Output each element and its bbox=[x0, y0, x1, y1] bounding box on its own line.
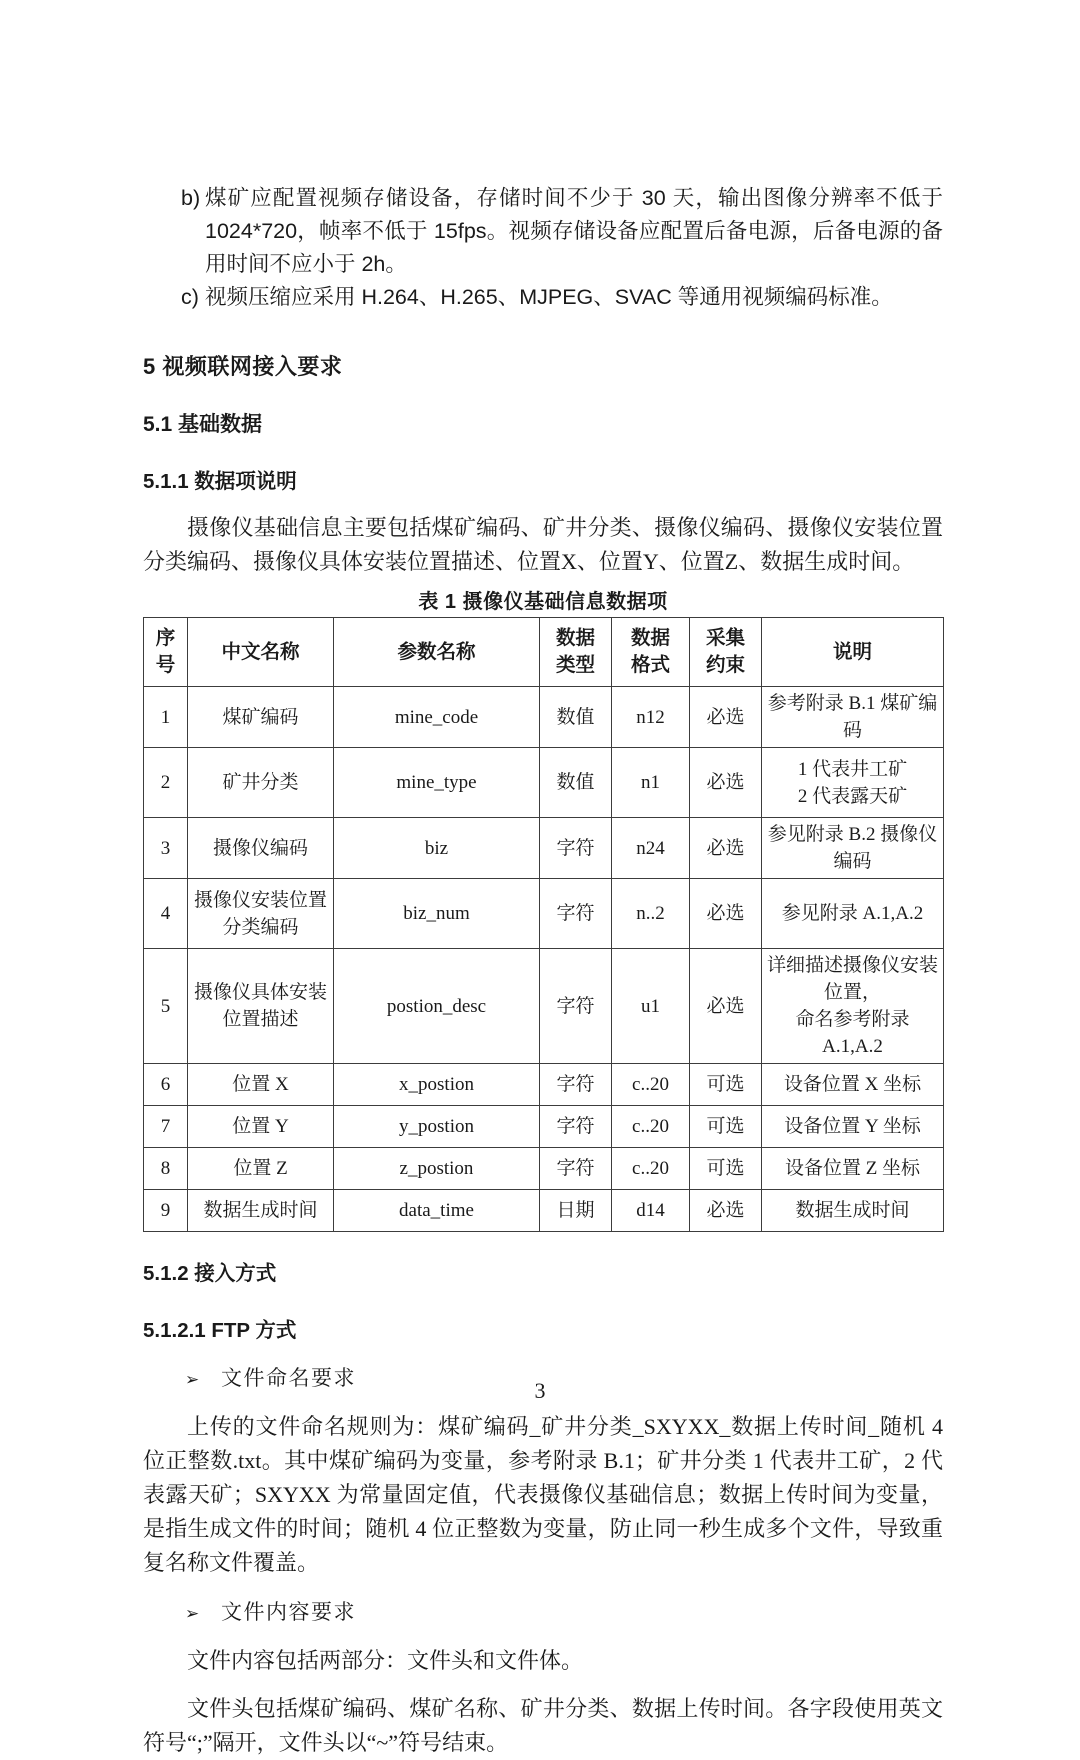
heading-section-5-1: 5.1 基础数据 bbox=[143, 413, 263, 436]
col-header-data-type bbox=[540, 618, 612, 687]
cell-description: 数据生成时间 bbox=[762, 1190, 944, 1232]
cell-data-type: 字符 bbox=[540, 1106, 612, 1148]
cell-param-name: y_postion bbox=[334, 1106, 540, 1148]
col-header-collect-line1: 采集 bbox=[705, 628, 745, 649]
cell-data-format: c..20 bbox=[612, 1148, 690, 1190]
cell-cn-name: 位置 X bbox=[188, 1064, 334, 1106]
table-header-row bbox=[144, 618, 944, 687]
cell-cn-name: 位置 Z bbox=[188, 1148, 334, 1190]
cell-no: 2 bbox=[144, 748, 188, 818]
table-row bbox=[144, 687, 944, 748]
heading-section-5-1-2-1: 5.1.2.1 FTP 方式 bbox=[143, 1319, 297, 1342]
list-text-c: 视频压缩应采用 H.264、H.265、MJPEG、SVAC 等通用视频编码标准。 bbox=[205, 285, 893, 309]
cell-description: 设备位置 X 坐标 bbox=[762, 1064, 944, 1106]
col-header-no-line1: 序 bbox=[155, 628, 176, 649]
page-content bbox=[143, 182, 943, 1760]
list-marker-c: c) bbox=[181, 285, 199, 309]
heading-section-5-1-1: 5.1.1 数据项说明 bbox=[143, 470, 297, 493]
cell-description-line2: 2 代表露天矿 bbox=[797, 785, 908, 807]
cell-cn-name: 摄像仪编码 bbox=[188, 818, 334, 879]
cell-data-type: 字符 bbox=[540, 949, 612, 1064]
cell-description: 设备位置 Z 坐标 bbox=[762, 1148, 944, 1190]
table-row bbox=[144, 1106, 944, 1148]
cell-cn-name-line1: 摄像仪具体安装 bbox=[193, 982, 327, 1003]
cell-description bbox=[762, 748, 944, 818]
cell-collect: 必选 bbox=[690, 818, 762, 879]
col-header-data-format bbox=[612, 618, 690, 687]
col-header-no bbox=[144, 618, 188, 687]
cell-data-format: c..20 bbox=[612, 1106, 690, 1148]
table-row bbox=[144, 1190, 944, 1232]
cell-no: 8 bbox=[144, 1148, 188, 1190]
list-item bbox=[143, 281, 943, 314]
cell-cn-name-line2: 分类编码 bbox=[222, 916, 299, 938]
paragraph-content-header: 文件头包括煤矿编码、煤矿名称、矿井分类、数据上传时间。各字段使用英文符号“;”隔开，文件头以“~”符号结束。 bbox=[143, 1696, 943, 1755]
col-header-data-type-line2: 类型 bbox=[555, 655, 595, 676]
cell-collect: 必选 bbox=[690, 879, 762, 949]
col-header-cn-name: 中文名称 bbox=[188, 618, 334, 687]
col-header-description: 说明 bbox=[762, 618, 944, 687]
cell-no: 4 bbox=[144, 879, 188, 949]
cell-data-format: c..20 bbox=[612, 1064, 690, 1106]
cell-no: 1 bbox=[144, 687, 188, 748]
table-row bbox=[144, 1064, 944, 1106]
cell-data-format: n12 bbox=[612, 687, 690, 748]
cell-collect: 必选 bbox=[690, 748, 762, 818]
cell-no: 6 bbox=[144, 1064, 188, 1106]
cell-data-format: u1 bbox=[612, 949, 690, 1064]
cell-cn-name: 煤矿编码 bbox=[188, 687, 334, 748]
cell-data-type: 字符 bbox=[540, 1064, 612, 1106]
heading-section-5-1-2: 5.1.2 接入方式 bbox=[143, 1262, 277, 1285]
table-caption: 表 1 摄像仪基础信息数据项 bbox=[418, 591, 668, 613]
cell-param-name: mine_code bbox=[334, 687, 540, 748]
cell-data-format: n..2 bbox=[612, 879, 690, 949]
cell-collect: 必选 bbox=[690, 949, 762, 1064]
page-number: 3 bbox=[534, 1378, 546, 1403]
cell-cn-name-line2: 位置描述 bbox=[222, 1009, 299, 1030]
cell-data-type: 字符 bbox=[540, 879, 612, 949]
cell-no: 5 bbox=[144, 949, 188, 1064]
col-header-data-format-line1: 数据 bbox=[630, 628, 670, 649]
cell-description: 参见附录 B.2 摄像仪编码 bbox=[762, 818, 944, 879]
cell-collect: 可选 bbox=[690, 1148, 762, 1190]
col-header-data-format-line2: 格式 bbox=[630, 655, 670, 676]
cell-description: 参考附录 B.1 煤矿编码 bbox=[762, 687, 944, 748]
arrow-bullet-icon: ➢ bbox=[185, 1604, 200, 1624]
col-header-collect-line2: 约束 bbox=[705, 655, 745, 676]
camera-basic-info-table bbox=[143, 617, 944, 1232]
table-row bbox=[144, 818, 944, 879]
col-header-data-type-line1: 数据 bbox=[555, 628, 595, 649]
paragraph-content-two-parts: 文件内容包括两部分：文件头和文件体。 bbox=[187, 1648, 584, 1673]
cell-description-line1: 详细描述摄像仪安装位置， bbox=[766, 955, 938, 1003]
list-item bbox=[143, 182, 943, 281]
cell-no: 9 bbox=[144, 1190, 188, 1232]
cell-collect: 必选 bbox=[690, 687, 762, 748]
cell-cn-name: 位置 Y bbox=[188, 1106, 334, 1148]
table-row bbox=[144, 748, 944, 818]
cell-description-line2: 命名参考附录 A.1,A.2 bbox=[795, 1009, 910, 1057]
table-row bbox=[144, 879, 944, 949]
cell-param-name: postion_desc bbox=[334, 949, 540, 1064]
cell-cn-name: 矿井分类 bbox=[188, 748, 334, 818]
cell-data-type: 日期 bbox=[540, 1190, 612, 1232]
arrow-bullet-icon: ➢ bbox=[185, 1370, 200, 1390]
cell-cn-name-line1: 摄像仪安装位置 bbox=[193, 889, 327, 911]
cell-collect: 可选 bbox=[690, 1064, 762, 1106]
cell-description: 参见附录 A.1,A.2 bbox=[762, 879, 944, 949]
cell-collect: 必选 bbox=[690, 1190, 762, 1232]
cell-cn-name bbox=[188, 949, 334, 1064]
cell-data-format: d14 bbox=[612, 1190, 690, 1232]
cell-collect: 可选 bbox=[690, 1106, 762, 1148]
col-header-collect bbox=[690, 618, 762, 687]
cell-param-name: x_postion bbox=[334, 1064, 540, 1106]
paragraph-intro: 摄像仪基础信息主要包括煤矿编码、矿井分类、摄像仪编码、摄像仪安装位置分类编码、摄像仪具体安装位置描述、位置X、位置Y、位置Z、数据生成时间。 bbox=[143, 515, 943, 574]
cell-data-type: 字符 bbox=[540, 818, 612, 879]
cell-data-type: 数值 bbox=[540, 748, 612, 818]
list-marker-b: b) bbox=[181, 186, 201, 210]
table-row bbox=[144, 949, 944, 1064]
cell-param-name: data_time bbox=[334, 1190, 540, 1232]
cell-param-name: mine_type bbox=[334, 748, 540, 818]
paragraph-ftp-naming: 上传的文件命名规则为：煤矿编码_矿井分类_SXYXX_数据上传时间_随机 4 位正整数.txt。其中煤矿编码为变量，参考附录 B.1；矿井分类 1 代表井工矿，2 代表露天矿；SXYXX 为常量固定值，代表摄像仪基础信息；数据上传时间为变量，是指生成文件的时间；随机 4 位正整数为变量，防止同一秒生成多个文件，导致重复名称文件覆盖。 bbox=[143, 1414, 943, 1575]
cell-cn-name: 数据生成时间 bbox=[188, 1190, 334, 1232]
list-text-b: 煤矿应配置视频存储设备，存储时间不少于 30 天，输出图像分辨率不低于 1024*720，帧率不低于 15fps。视频存储设备应配置后备电源，后备电源的备用时间不应小于 2h。 bbox=[205, 186, 943, 276]
cell-data-type: 字符 bbox=[540, 1148, 612, 1190]
table-row bbox=[144, 1148, 944, 1190]
cell-data-type: 数值 bbox=[540, 687, 612, 748]
bullet-content-requirement bbox=[143, 1596, 943, 1630]
cell-description-line1: 1 代表井工矿 bbox=[797, 758, 908, 780]
cell-param-name: biz bbox=[334, 818, 540, 879]
bullet-content-label: 文件内容要求 bbox=[221, 1600, 356, 1624]
cell-param-name: biz_num bbox=[334, 879, 540, 949]
col-header-no-line2: 号 bbox=[155, 655, 176, 676]
cell-param-name: z_postion bbox=[334, 1148, 540, 1190]
cell-cn-name bbox=[188, 879, 334, 949]
cell-no: 7 bbox=[144, 1106, 188, 1148]
cell-description bbox=[762, 949, 944, 1064]
cell-data-format: n1 bbox=[612, 748, 690, 818]
cell-data-format: n24 bbox=[612, 818, 690, 879]
cell-no: 3 bbox=[144, 818, 188, 879]
bullet-naming-label: 文件命名要求 bbox=[221, 1366, 356, 1390]
cell-description: 设备位置 Y 坐标 bbox=[762, 1106, 944, 1148]
heading-section-5: 5 视频联网接入要求 bbox=[143, 354, 343, 379]
col-header-param-name: 参数名称 bbox=[334, 618, 540, 687]
